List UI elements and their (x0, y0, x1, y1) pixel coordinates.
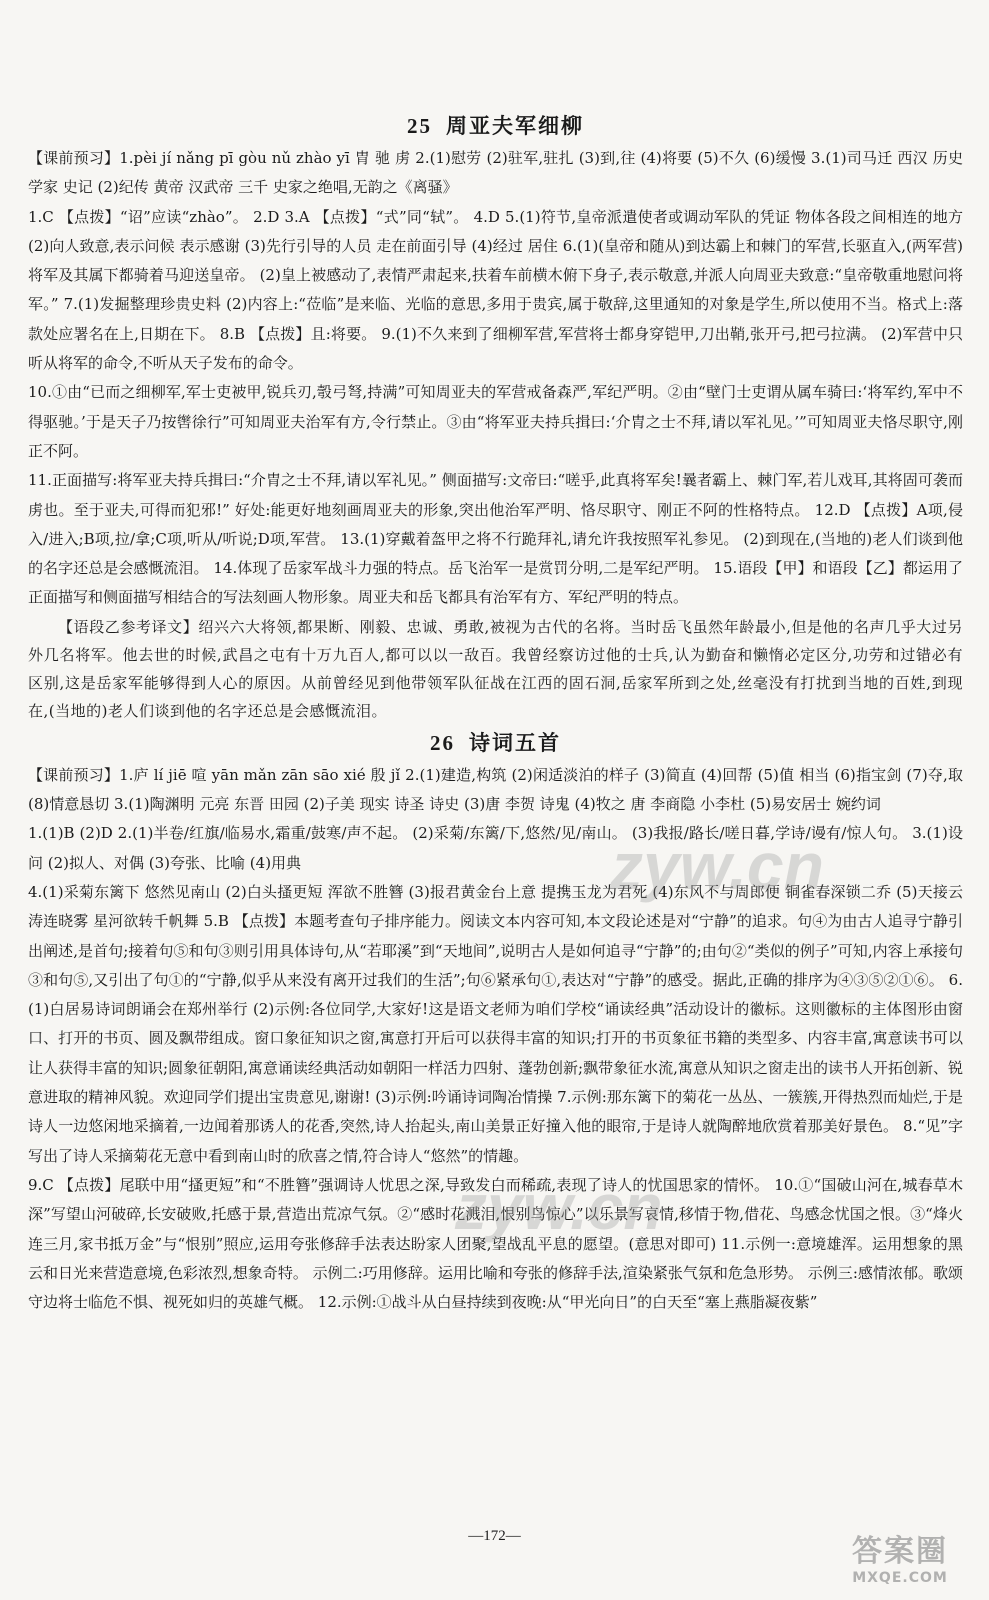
lesson-25-answer-10: 10.①由“已而之细柳军,军士吏被甲,锐兵刃,彀弓弩,持满”可知周亚夫的军营戒备森严,军纪严明。②由“壁门士吏谓从属车骑曰:‘将军约,军中不得驱驰。’于是天子乃按辔徐行”可知周亚夫治军有方,令行禁止。③由“将军亚夫持兵揖曰:‘介胄之士不拜,请以军礼见。’”可知周亚夫恪尽职守,刚正不阿。 (28, 383, 963, 460)
lesson-26-title (28, 727, 963, 757)
corner-logo-watermark (825, 1520, 975, 1592)
lesson-25-translation (28, 613, 963, 725)
corner-logo-url: MXQE.COM (852, 1570, 948, 1586)
lesson-26-name: 诗词五首 (469, 729, 561, 755)
lesson-26-answers (28, 761, 963, 1318)
watermark-lower: zyw.cn (455, 1171, 663, 1243)
answer-page (28, 110, 963, 1317)
lesson-25-name: 周亚夫军细柳 (446, 113, 584, 138)
lesson-25-title (28, 110, 963, 140)
lesson-26-answers-4-8: 4.(1)采菊东篱下 悠然见南山 (2)白头搔更短 浑欲不胜簪 (3)报君黄金台上意 提携玉龙为君死 (4)东风不与周郎便 铜雀春深锁二乔 (5)天接云涛连晓雾 星河欲转千帆舞 5.B 【点拨】本题考查句子排序能力。阅读文本内容可知,本文段论述是对“宁静”的追求。句④为由古人追寻宁静引出阐述,是首句;接着句⑤和句③则引用具体诗句,从“若耶溪”到“天地间”,说明古人是如何追寻“宁静”的;由句②“类似的例子”可知,内容上承接句③和句⑤,又引出了句①的“宁静,似乎从来没有离开过我们的生活”;句⑥紧承句①,表达对“宁静”的感受。据此,正确的排序为④③⑤②①⑥。 6.(1)白居易诗词朗诵会在郑州举行 (2)示例:各位同学,大家好!这是语文老师为咱们学校“诵读经典”活动设计的徽标。这则徽标的主体图形由窗口、打开的书页、圆及飘带组成。窗口象征知识之窗,寓意打开后可以获得丰富的知识;打开的书页象征书籍的类型多、内容丰富,寓意读书可以让人获得丰富的知识;圆象征朝阳,寓意诵读经典活动如朝阳一样活力四射、蓬勃创新;飘带象征水流,寓意从知识之窗走出的读书人开拓创新、锐意进取的精神风貌。欢迎同学们提出宝贵意见,谢谢! (3)示例:吟诵诗词陶冶情操 7.示例:那东篱下的菊花一丛丛、一簇簇,开得热烈而灿烂,于是诗人一边悠闲地采摘着,一边闻着那诱人的花香,突然,诗人抬起头,南山美景正好撞入他的眼帘,于是诗人就陶醉地欣赏着那美好景色。 8.“见”字写出了诗人采摘菊花无意中看到南山时的欣喜之情,符合诗人“悠然”的情趣。 (28, 882, 963, 1165)
page-number: —172— (468, 1528, 521, 1544)
lesson-26-preview: 【课前预习】1.庐 lí jiē 喧 yān mǎn zān sāo xié 殷 jǐ 2.(1)建造,构筑 (2)闲适淡泊的样子 (3)简直 (4)回帮 (5)值 相当 (6)指宝剑 (7)夺,取 (8)情意恳切 3.(1)陶渊明 元亮 东晋 田园 (2)子美 现实 诗圣 诗史 (3)唐 李贺 诗鬼 (4)牧之 唐 李商隐 小李杜 (5)易安居士 婉约词 (28, 765, 963, 814)
lesson-26-answers-9-12: 9.C 【点拨】尾联中用“搔更短”和“不胜簪”强调诗人忧思之深,导致发白而稀疏,表现了诗人的忧国思家的情怀。 10.①“国破山河在,城春草木深”写望山河破碎,长安破败,托感于景,营造出荒凉气氛。②“感时花溅泪,恨别鸟惊心”以乐景写哀情,移情于物,借花、鸟感念忧国之恨。③“烽火连三月,家书抵万金”与“恨别”照应,运用夸张修辞手法表达盼家人团聚,望战乱平息的愿望。(意思对即可) 11.示例一:意境雄浑。运用想象的黑云和日光来营造意境,色彩浓烈,想象奇特。 示例二:巧用修辞。运用比喻和夸张的修辞手法,渲染紧张气氛和危急形势。 示例三:感情浓郁。歌颂守边将士临危不惧、视死如归的英雄气概。 12.示例:①战斗从白昼持续到夜晚:从“甲光向日”的白天至“塞上燕脂凝夜紫” (28, 1175, 963, 1312)
lesson-26-number: 26 (430, 730, 455, 755)
lesson-25-preview: 【课前预习】1.pèi jí nǎng pī gòu nǔ zhào yī 胄 驰 虏 2.(1)慰劳 (2)驻军,驻扎 (3)到,往 (4)将要 (5)不久 (6)缓慢 3.(1)司马迁 西汉 历史学家 史记 (2)纪传 黄帝 汉武帝 三千 史家之绝唱,无韵之《离骚》 (28, 149, 963, 197)
lesson-25-answers (28, 144, 963, 613)
corner-logo-title: 答案圈 (852, 1534, 948, 1569)
translation-text: 【语段乙参考译文】绍兴六大将领,都果断、刚毅、忠诚、勇敢,被视为古代的名将。当时岳飞虽然年龄最小,但是他的名声几乎大过另外几名将军。他去世的时候,武昌之屯有十万九百人,都可以以一敌百。我曾经察访过他的士兵,认为勤奋和懒惰必定区分,功劳和过错必有区别,这是岳家军能够得到人心的原因。从前曾经见到他带领军队征战在江西的固石洞,岳家军所到之处,丝毫没有打扰到当地的百姓,到现在,(当地的)老人们谈到他的名字还总是会感慨流泪。 (28, 617, 963, 720)
watermark-center: zyw.cn (610, 829, 824, 903)
lesson-26-answers-1-3: 1.(1)B (2)D 2.(1)半卷/红旗/临易水,霜重/鼓寒/声不起。 (2)采菊/东篱/下,悠然/见/南山。 (3)我报/路长/嗟日暮,学诗/谩有/惊人句。 3.(1)设问 (2)拟人、对偶 (3)夸张、比喻 (4)用典 (28, 824, 963, 872)
lesson-25-number: 25 (407, 114, 432, 138)
lesson-25-answers-1-9: 1.C 【点拨】“诏”应读“zhào”。 2.D 3.A 【点拨】“式”同“轼”。 4.D 5.(1)符节,皇帝派遣使者或调动军队的凭证 物体各段之间相连的地方 (2)向人致意,表示问候 表示感谢 (3)先行引导的人员 走在前面引导 (4)经过 居住 6.(1)(皇帝和随从)到达霸上和棘门的军营,长驱直入,(两军营)将军及其属下都骑着马迎送皇帝。 (2)皇上被感动了,表情严肃起来,扶着车前横木俯下身子,表示敬意,并派人向周亚夫致意:“皇帝敬重地慰问将军。” 7.(1)发掘整理珍贵史料 (2)内容上:“莅临”是来临、光临的意思,多用于贵宾,属于敬辞,这里通知的对象是学生,所以使用不当。格式上:落款处应署名在上,日期在下。 8.B 【点拨】且:将要。 9.(1)不久来到了细柳军营,军营将士都身穿铠甲,刀出鞘,张开弓,把弓拉满。 (2)军营中只听从将军的命令,不听从天子发布的命令。 (28, 207, 963, 373)
lesson-25-answers-11-15: 11.正面描写:将军亚夫持兵揖曰:“介胄之士不拜,请以军礼见。” 侧面描写:文帝曰:“嗟乎,此真将军矣!曩者霸上、棘门军,若儿戏耳,其将固可袭而虏也。至于亚夫,可得而犯邪!” 好处:能更好地刻画周亚夫的形象,突出他治军严明、恪尽职守、刚正不阿的性格特点。 12.D 【点拨】A项,侵入/进入;B项,拉/拿;C项,听从/听说;D项,军营。 13.(1)穿戴着盔甲之将不行跪拜礼,请允许我按照军礼参见。 (2)到现在,(当地的)老人们谈到他的名字还总是会感慨流泪。 14.体现了岳家军战斗力强的特点。岳飞治军一是赏罚分明,二是军纪严明。 15.语段【甲】和语段【乙】都运用了正面描写和侧面描写相结合的写法刻画人物形象。周亚夫和岳飞都具有治军有方、军纪严明的特点。 (28, 471, 963, 607)
